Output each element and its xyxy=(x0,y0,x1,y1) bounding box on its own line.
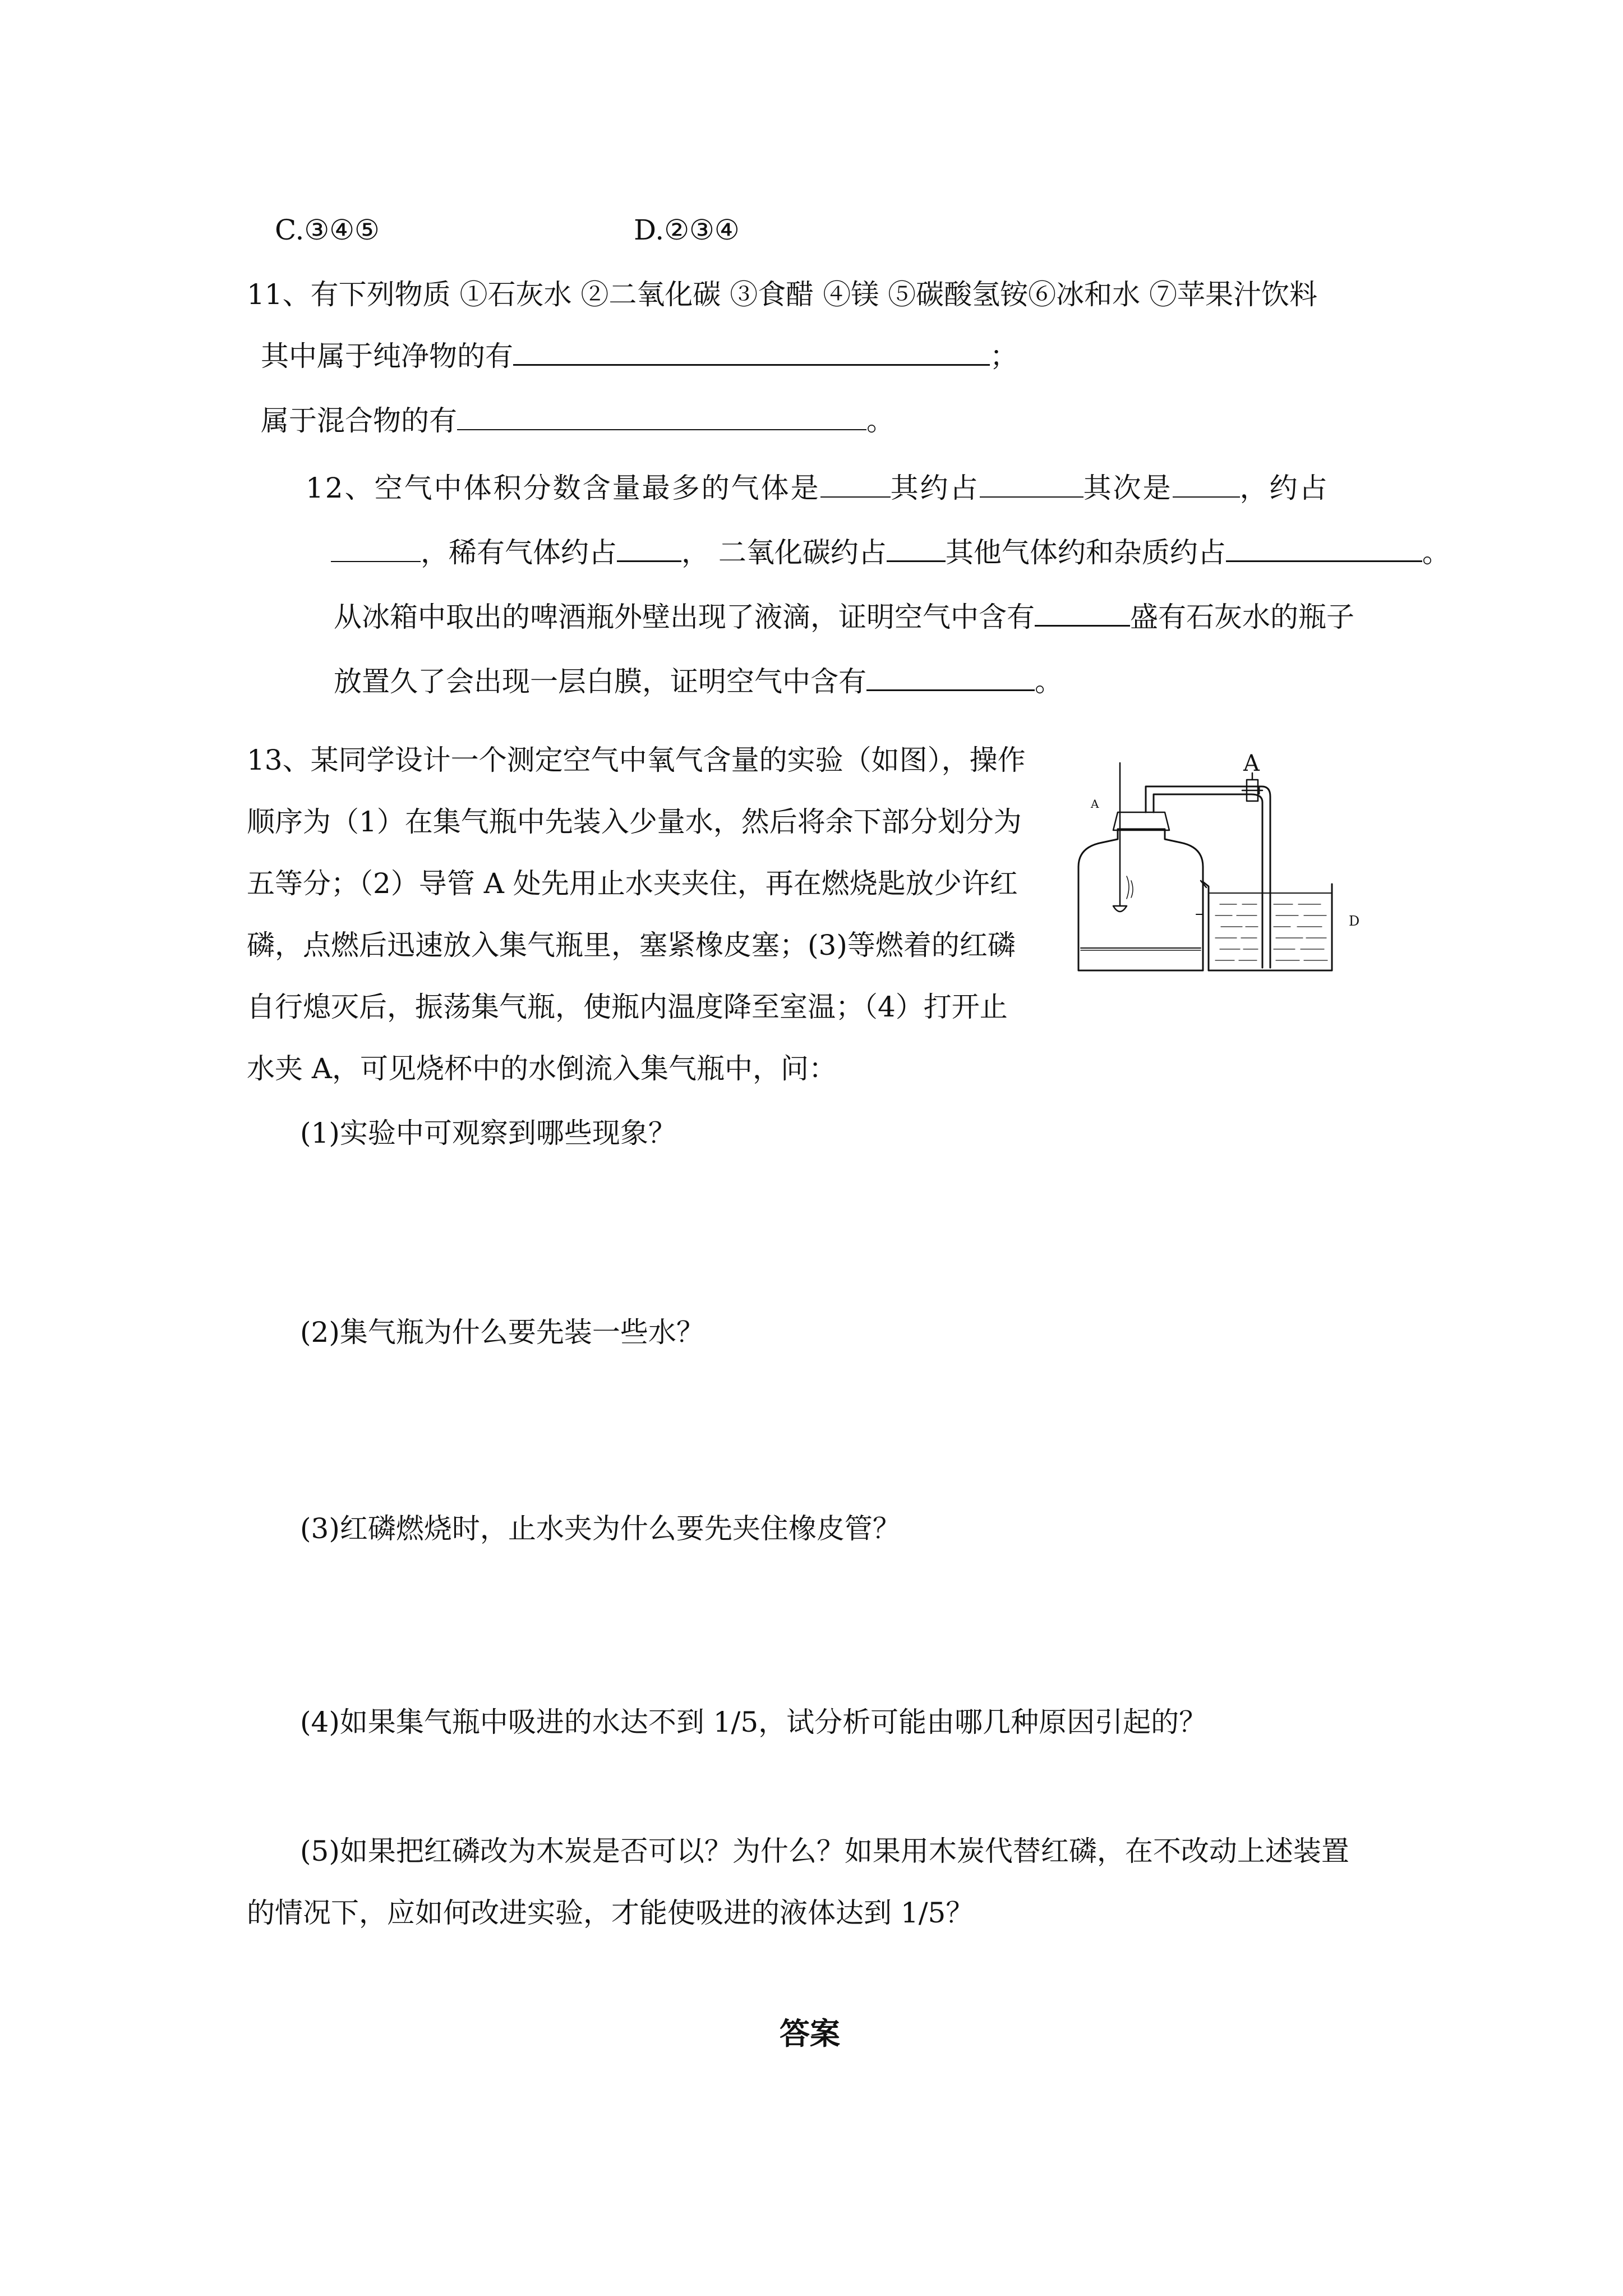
rubber-stopper xyxy=(1113,812,1169,830)
apparatus-figure xyxy=(1068,746,1388,993)
answers-heading: 答案 xyxy=(780,2016,840,2051)
q13-sub5-line-2: 的情况下，应如何改进实验，才能使吸进的液体达到 1/5？ xyxy=(247,1897,974,1929)
q12-text-2d: 。 xyxy=(1422,536,1450,569)
q13-line-5: 自行熄灭后，振荡集气瓶，使瓶内温度降至室温；（4）打开止 xyxy=(247,991,1008,1023)
q13-line-3: 五等分；（2）导管 A 处先用止水夹夹住，再在燃烧匙放少许红 xyxy=(247,867,1018,900)
q11-mixture-suffix: 。 xyxy=(866,404,895,437)
q12-blank-second-pct[interactable] xyxy=(331,534,421,562)
q12-text-4a: 放置久了会出现一层白膜，证明空气中含有 xyxy=(334,665,866,698)
collecting-bottle xyxy=(1078,829,1203,970)
q12-text-2b: ， 二氧化碳约占 xyxy=(681,536,887,569)
q12-blank-co2[interactable] xyxy=(887,533,946,562)
q12-text-1a: 12、空气中体积分数含量最多的气体是 xyxy=(306,472,820,504)
q12-blank-co2-evidence[interactable] xyxy=(866,662,1035,691)
label-d: D xyxy=(1349,913,1360,929)
q12-text-1c: 其次是 xyxy=(1083,472,1173,504)
q13-line-4: 磷，点燃后迅速放入集气瓶里，塞紧橡皮塞；(3)等燃着的红磷 xyxy=(247,929,1016,961)
q13-sub1: (1)实验中可观察到哪些现象？ xyxy=(300,1117,676,1149)
q13-line-1: 13、某同学设计一个测定空气中氧气含量的实验（如图），操作 xyxy=(247,744,1026,776)
q12-blank-other[interactable] xyxy=(1226,533,1422,562)
q12-blank-rare-gas[interactable] xyxy=(617,533,681,562)
option-d: D.②③④ xyxy=(634,214,740,246)
q11-mixture-prefix: 属于混合物的有 xyxy=(261,404,457,437)
q12-blank-most-gas[interactable] xyxy=(820,470,891,498)
q12-blank-second-gas[interactable] xyxy=(1173,470,1240,498)
q13-sub2: (2)集气瓶为什么要先装一些水？ xyxy=(300,1316,704,1349)
q12-text-2a: ，稀有气体约占 xyxy=(421,536,617,569)
q12-line-1 xyxy=(306,468,1329,508)
q11-pure-suffix: ； xyxy=(990,340,1018,372)
q12-text-1b: 其约占 xyxy=(890,472,980,504)
q12-line-3 xyxy=(334,597,1354,637)
q11-mixture-blank[interactable] xyxy=(457,402,866,430)
label-a-big: A xyxy=(1243,751,1260,776)
q11-mixture-line xyxy=(261,401,895,440)
q12-text-1d: ，约占 xyxy=(1239,472,1329,504)
q13-line-2: 顺序为（1）在集气瓶中先装入少量水，然后将余下部分划分为 xyxy=(247,806,1022,838)
combustion-spoon xyxy=(1113,906,1127,912)
q12-text-4b: 。 xyxy=(1035,665,1063,698)
q13-sub5-line-1: (5)如果把红磷改为木炭是否可以？为什么？如果用木炭代替红磷，在不改动上述装置 xyxy=(300,1835,1349,1867)
q12-line-4 xyxy=(334,662,1063,701)
q11-stem: 11、有下列物质 ①石灰水 ②二氧化碳 ③食醋 ④镁 ⑤碳酸氢铵⑥冰和水 ⑦苹果汁饮料 xyxy=(247,278,1317,311)
option-c: C.③④⑤ xyxy=(275,214,380,246)
q13-sub4: (4)如果集气瓶中吸进的水达不到 1/5，试分析可能由哪几种原因引起的？ xyxy=(300,1706,1207,1738)
beaker xyxy=(1203,882,1332,970)
q11-pure-line xyxy=(261,337,1018,376)
q13-line-6: 水夹 A，可见烧杯中的水倒流入集气瓶中，问： xyxy=(247,1052,837,1085)
q12-blank-water-vapor[interactable] xyxy=(1035,598,1130,627)
q11-pure-blank[interactable] xyxy=(513,337,990,366)
label-a-small: A xyxy=(1091,797,1099,811)
q13-sub3: (3)红磷燃烧时，止水夹为什么要先夹住橡皮管？ xyxy=(300,1512,901,1545)
q12-text-2c: 其他气体约和杂质约占 xyxy=(945,536,1226,569)
q11-pure-prefix: 其中属于纯净物的有 xyxy=(261,340,513,372)
q12-blank-most-pct[interactable] xyxy=(980,470,1083,498)
q12-line-2 xyxy=(331,533,1450,572)
q12-text-3b: 盛有石灰水的瓶子 xyxy=(1130,601,1354,633)
q12-text-3a: 从冰箱中取出的啤酒瓶外壁出现了液滴，证明空气中含有 xyxy=(334,601,1035,633)
